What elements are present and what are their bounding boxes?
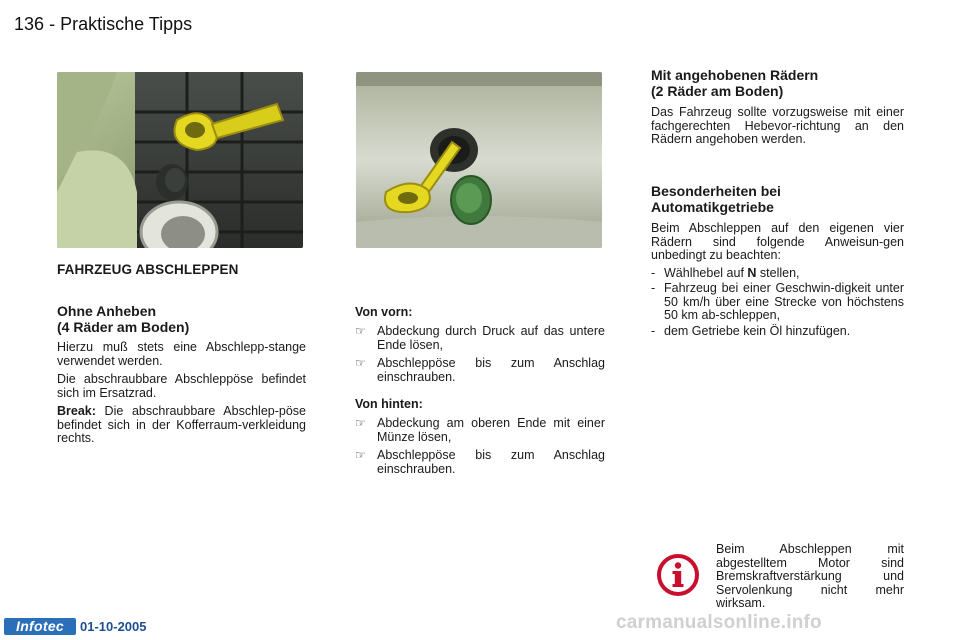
automatik-title-1: Besonderheiten bei [651,183,781,199]
page-header [14,14,192,35]
mit-angehobenen-text: Das Fahrzeug sollte vorzugsweise mit einer fachgerechten Hebevor-richtung an den Rädern angehoben werden. [651,105,904,146]
footer-date: 01-10-2005 [80,619,147,634]
info-icon [656,553,700,597]
list-item: - Fahrzeug bei einer Geschwin-digkeit unter 50 km/h über eine Strecke von höchstens 50 km ab-schleppen, [651,281,904,322]
ohne-anheben-paragraph-3 [57,405,306,446]
list-item: ☞ Abdeckung am oberen Ende mit einer Münze lösen, [355,416,605,444]
list-item: - Wählhebel auf N stellen, [651,265,800,280]
hand-pointer-icon: ☞ [355,356,366,370]
watermark-site: carmanualsonline.info [616,612,822,633]
section-von-vorn [355,305,605,389]
list-item: ☞ Abdeckung durch Druck auf das untere Ende lösen, [355,324,605,352]
list-item: ☞ Abschleppöse bis zum Anschlag einschrauben. [355,448,605,476]
automatik-list [651,267,904,339]
hand-pointer-icon: ☞ [355,416,366,430]
break-text: Die abschraubbare Abschlep-pöse befindet sich in der Kofferraum-verkleidung rechts. [57,404,306,445]
automatik-title-2: Automatikgetriebe [651,199,774,215]
info-note-text: Beim Abschleppen mit abgestelltem Motor sind Bremskraftverstärkung und Servolenkung nicht mehr wirksam. [716,542,904,610]
section-mit-angehobenen [651,67,904,147]
section-von-hinten [355,397,605,481]
hand-pointer-icon: ☞ [355,324,366,338]
break-label: Break: [57,404,96,418]
rear-towing-eye-photo [356,72,602,248]
section-ohne-anheben [57,303,306,446]
ohne-anheben-title-1: Ohne Anheben [57,303,157,319]
ohne-anheben-title-2: (4 Räder am Boden) [57,319,190,335]
ohne-anheben-paragraph-1: Hierzu muß stets eine Abschlepp-stange verwendet werden. [57,340,306,368]
page-title: Praktische Tipps [60,14,193,34]
section-automatik [651,183,904,340]
front-towing-eye-illustration [57,72,303,248]
mit-angehobenen-title-2: (2 Räder am Boden) [651,83,784,99]
towing-heading: FAHRZEUG ABSCHLEPPEN [57,262,239,277]
infotec-logo: Infotec [4,618,76,635]
hand-pointer-icon: ☞ [355,448,366,462]
von-hinten-title: Von hinten: [355,397,423,411]
list-item: - dem Getriebe kein Öl hinzufügen. [651,323,851,338]
ohne-anheben-paragraph-2: Die abschraubbare Abschleppöse befindet sich im Ersatzrad. [57,372,306,400]
header-separator: - [49,14,56,34]
page-number: 136 [14,14,45,34]
automatik-intro: Beim Abschleppen auf den eigenen vier Rädern sind folgende Anweisun-gen unbedingt zu beachten: [651,221,904,262]
gear-position-n: N [747,265,757,280]
list-item: ☞ Abschleppöse bis zum Anschlag einschrauben. [355,356,605,384]
von-hinten-list [355,417,605,476]
main-heading [57,262,239,277]
front-towing-eye-photo [57,72,303,248]
von-vorn-title: Von vorn: [355,305,413,319]
von-vorn-list [355,325,605,384]
mit-angehobenen-title-1: Mit angehobenen Rädern [651,67,819,83]
rear-towing-eye-illustration [356,72,602,248]
info-note [716,543,904,611]
